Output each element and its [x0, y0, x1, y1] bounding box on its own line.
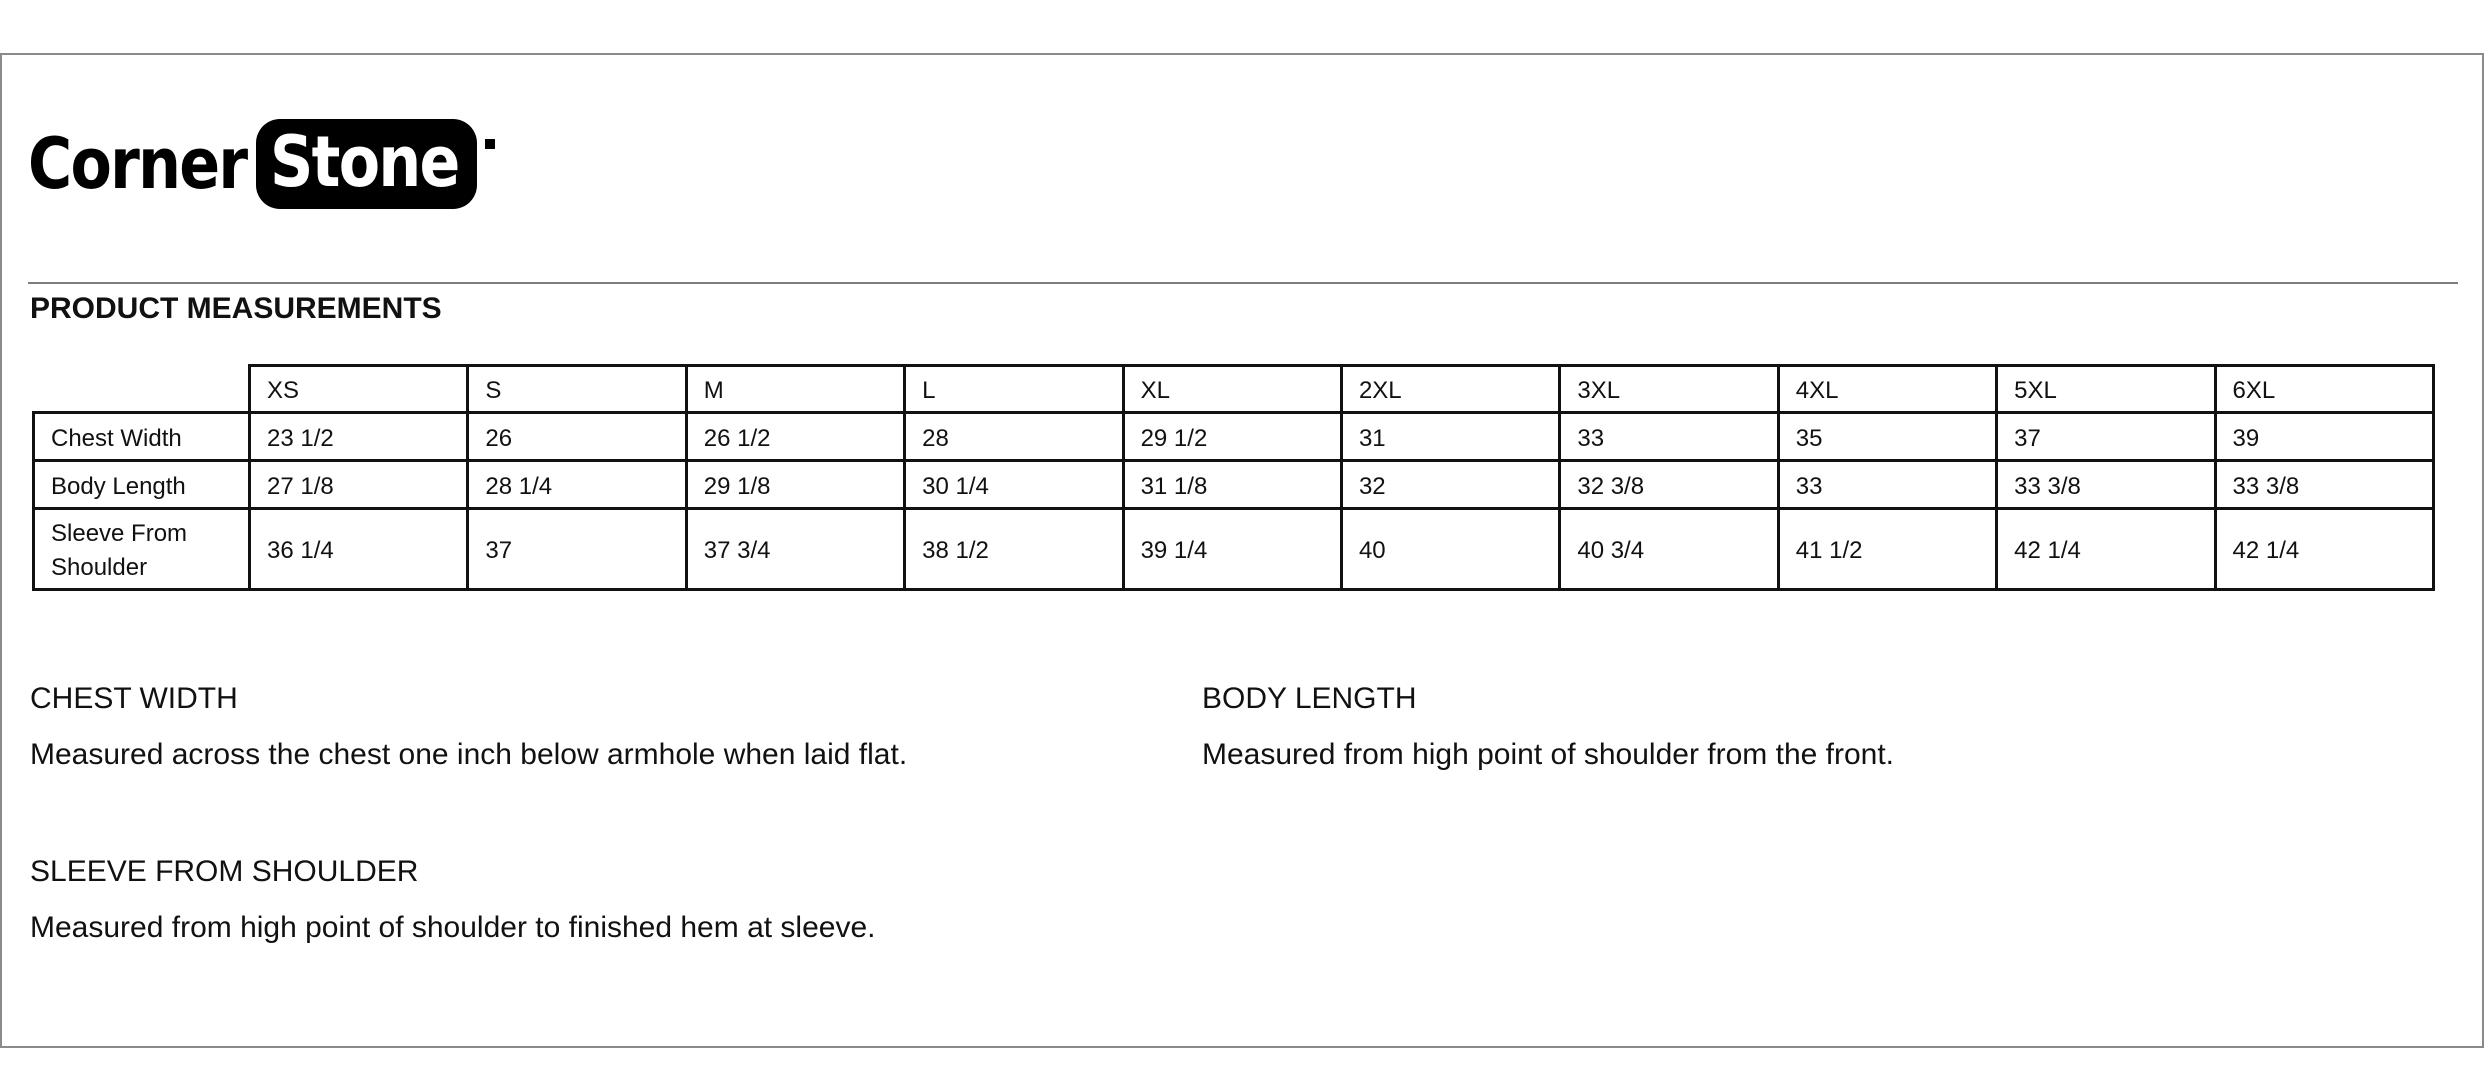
table-cell: 27 1/8	[250, 461, 468, 509]
table-cell: 39	[2215, 413, 2433, 461]
table-cell: 35	[1778, 413, 1996, 461]
definition-text: Measured from high point of shoulder from the front.	[1202, 738, 1895, 771]
row-label-line: Shoulder	[51, 554, 148, 581]
table-cell: 40 3/4	[1560, 509, 1778, 590]
section-title: PRODUCT MEASUREMENTS	[30, 292, 442, 325]
definition-title: CHEST WIDTH	[30, 682, 238, 715]
row-label: Body Length	[34, 461, 250, 509]
table-row-body-length	[34, 461, 2434, 509]
size-header-row	[34, 366, 2434, 413]
definition-sleeve-from-shoulder	[30, 855, 875, 945]
cornerstone-logo	[28, 108, 495, 220]
size-header: 4XL	[1778, 366, 1996, 413]
logo-word-stone: Stone	[269, 121, 459, 203]
table-cell: 39 1/4	[1123, 509, 1341, 590]
size-header: L	[905, 366, 1123, 413]
size-header: 5XL	[1997, 366, 2215, 413]
table-cell: 26	[468, 413, 686, 461]
definition-text: Measured across the chest one inch below armhole when laid flat.	[30, 738, 908, 771]
table-cell: 42 1/4	[1997, 509, 2215, 590]
size-header: 6XL	[2215, 366, 2433, 413]
table-row-chest-width	[34, 413, 2434, 461]
table-cell: 36 1/4	[250, 509, 468, 590]
table-cell: 29 1/2	[1123, 413, 1341, 461]
table-cell: 31 1/8	[1123, 461, 1341, 509]
definition-title: BODY LENGTH	[1202, 682, 1417, 715]
table-cell: 33 3/8	[1997, 461, 2215, 509]
definition-chest-width	[30, 682, 907, 772]
definition-text: Measured from high point of shoulder to finished hem at sleeve.	[30, 911, 876, 944]
size-header: XS	[250, 366, 468, 413]
size-header: M	[686, 366, 904, 413]
table-cell: 33	[1778, 461, 1996, 509]
table-cell: 28	[905, 413, 1123, 461]
size-header: S	[468, 366, 686, 413]
table-cell: 33	[1560, 413, 1778, 461]
logo-word-corner: Corner	[28, 123, 247, 205]
table-cell: 30 1/4	[905, 461, 1123, 509]
size-header: XL	[1123, 366, 1341, 413]
table-cell: 38 1/2	[905, 509, 1123, 590]
table-cell: 42 1/4	[2215, 509, 2433, 590]
table-cell: 33 3/8	[2215, 461, 2433, 509]
row-label	[34, 509, 250, 590]
header-divider	[28, 282, 2458, 284]
definition-title: SLEEVE FROM SHOULDER	[30, 855, 419, 888]
table-cell: 32 3/8	[1560, 461, 1778, 509]
table-cell: 41 1/2	[1778, 509, 1996, 590]
table-cell: 31	[1341, 413, 1559, 461]
size-header: 3XL	[1560, 366, 1778, 413]
definition-body-length	[1202, 682, 1894, 772]
table-cell: 28 1/4	[468, 461, 686, 509]
row-label-line: Sleeve From	[51, 520, 188, 547]
table-cell: 29 1/8	[686, 461, 904, 509]
table-cell: 40	[1341, 509, 1559, 590]
table-cell: 23 1/2	[250, 413, 468, 461]
measurements-table	[32, 364, 2435, 591]
table-cell: 37 3/4	[686, 509, 904, 590]
logo-dot	[485, 139, 495, 149]
table-cell: 37	[1997, 413, 2215, 461]
row-label: Chest Width	[34, 413, 250, 461]
table-cell: 37	[468, 509, 686, 590]
logo-word-stone-badge	[256, 119, 477, 209]
size-header: 2XL	[1341, 366, 1559, 413]
table-cell: 32	[1341, 461, 1559, 509]
table-corner-cell	[34, 366, 250, 413]
table-cell: 26 1/2	[686, 413, 904, 461]
table-row-sleeve-from-shoulder	[34, 509, 2434, 590]
